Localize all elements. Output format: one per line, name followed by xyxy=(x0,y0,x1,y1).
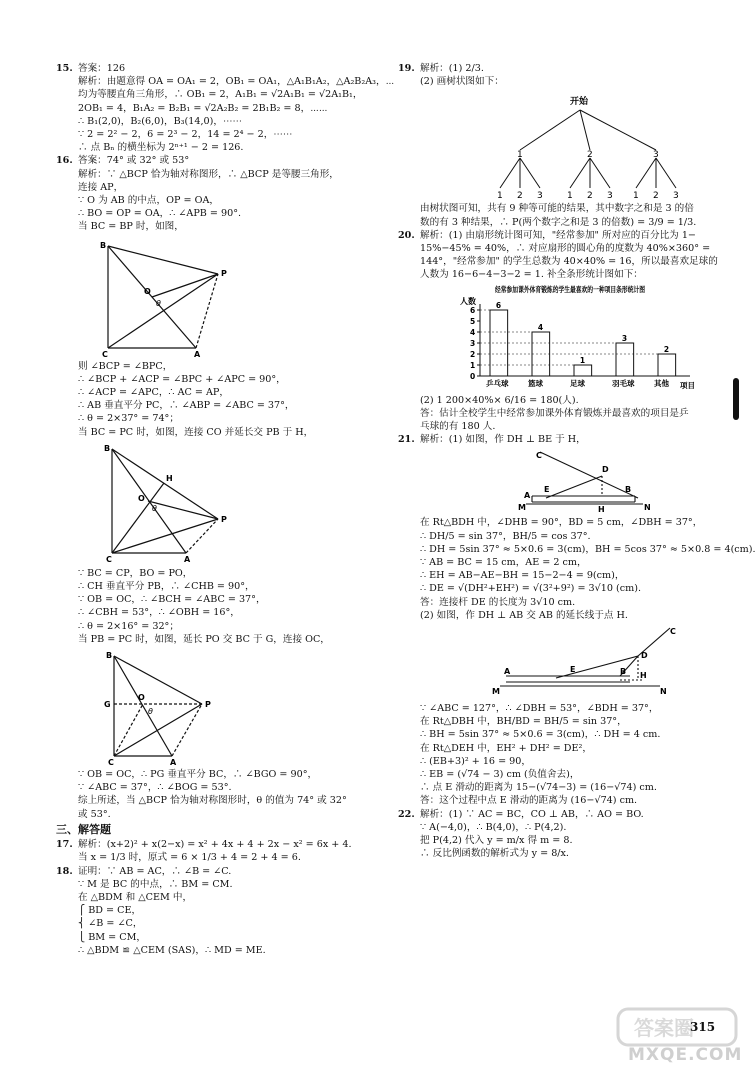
data-label: 3 xyxy=(621,333,628,343)
label-d: D xyxy=(602,465,609,475)
y-tick-label: 6 xyxy=(470,305,476,315)
figure-16c xyxy=(78,648,228,766)
label-b: B xyxy=(620,667,627,677)
figure-16b xyxy=(78,441,228,565)
y-tick-label: 2 xyxy=(470,349,476,359)
data-label: 4 xyxy=(537,322,544,332)
question-15: 15. 答案：126 解析：由题意得 OA = OA₁ = 2，OB₁ = OA₁，△A₁B₁A₂，△A₂B₂A₃，⋯ 均为等腰直角三角形，∴ OB₁ = 2，A₁B₁ = √2A₁B₁ = √2A₁B₁， 2OB₁ = 4，B₁A₂ = B₂B₁ = √2A₂B₂ = 2B₁B₂ = 8，⋯⋯ ∴ B₁(2,0)，B₂(6,0)，B₃(14,0)，⋯⋯ ∵ 2 = 2² − 2，6 = 2³ − 2，14 = 2⁴ − 2，⋯⋯ ∴ 点 Bₙ 的横坐标为 2ⁿ⁺¹ − 2 = 126. xyxy=(56,63,395,154)
tree-node: 2 xyxy=(587,150,593,161)
y-tick-label: 5 xyxy=(470,316,476,326)
tree-diagram xyxy=(420,90,740,200)
chart-title: 经常参加课外体育锻炼的学生最喜欢的一种项目条形统计图 xyxy=(495,284,690,294)
tree-leaf: 3 xyxy=(673,191,679,202)
y-tick-label: 3 xyxy=(470,338,476,348)
figure-21a xyxy=(420,448,720,514)
label-b: B xyxy=(625,485,632,495)
label-a: A xyxy=(170,758,177,768)
label-theta: θ xyxy=(148,707,153,717)
label-h: H xyxy=(640,671,647,681)
figure-21b xyxy=(420,624,720,700)
label-p: P xyxy=(205,700,211,710)
question-19: 19. 解析：(1) 2/3. (2) 画树状图如下： 开始 1 2 3 1 2 3 1 2 3 1 2 3 由树状图可知，共有 9 种等可能的结果，其中数字之和是 3 的倍 数的有 3 种结果，∴ P(两个数字之和是 3 的倍数) = 3/9 = 1/3. xyxy=(420,62,742,229)
y-tick-label: 0 xyxy=(470,371,476,381)
label-m: M xyxy=(518,503,526,513)
data-label: 1 xyxy=(579,355,586,365)
label-c: C xyxy=(108,758,114,768)
tree-node: 3 xyxy=(653,150,659,161)
y-tick-label: 4 xyxy=(470,327,476,337)
data-label: 6 xyxy=(495,300,502,310)
tree-leaf: 3 xyxy=(537,191,543,202)
bar-chart xyxy=(420,284,720,392)
label-o: O xyxy=(144,286,151,296)
label-a: A xyxy=(504,667,511,677)
label-p: P xyxy=(221,514,227,524)
y-tick-label: 1 xyxy=(470,360,476,370)
data-label: 2 xyxy=(663,344,670,354)
label-b: B xyxy=(100,240,107,250)
bar xyxy=(658,354,676,376)
figure-16a xyxy=(78,236,228,358)
tree-leaf: 1 xyxy=(567,191,573,202)
question-20: 20. 解析：(1) 由扇形统计图可知，"经常参加" 所对应的百分比为 1− 15%−45% = 40%，∴ 对应扇形的圆心角的度数为 40%×360° = 144°，"经常参加" 的学生总数为 40×40% = 16，所以最喜欢足球的 人数为 16−6−4−3−2 = 1. 补全条形统计图如下： 经常参加课外体育锻炼的学生最喜欢的一种项目条形统计图 人数 项目 0 1 2 3 4 5 6 6 乒乓球 4 篮球 1 足球 3 羽毛球 2 其他 (2) 1 200×40%× 6/16 = 180(人). 答：估计全校学生中经常参加课外体育锻炼并最喜欢的项目是乒 乓球的有 180 人. xyxy=(420,229,742,433)
tree-leaf: 2 xyxy=(517,191,523,202)
left-column xyxy=(56,62,398,957)
label-e: E xyxy=(544,485,550,495)
label-b: B xyxy=(106,651,113,661)
category-label: 其他 xyxy=(654,378,669,388)
bar xyxy=(616,343,634,376)
label-d: D xyxy=(641,651,648,661)
tree-root: 开始 xyxy=(570,97,589,108)
label-a: A xyxy=(194,349,201,359)
tree-leaf: 2 xyxy=(587,191,593,202)
chart-plot xyxy=(470,301,690,388)
page-number: 315 xyxy=(690,1020,716,1034)
label-a: A xyxy=(524,491,531,501)
right-column xyxy=(398,62,756,861)
label-theta: θ xyxy=(152,503,157,513)
label-b: B xyxy=(104,443,111,453)
category-label: 乒乓球 xyxy=(486,378,509,388)
label-n: N xyxy=(660,687,667,697)
label-theta: θ xyxy=(156,298,161,308)
watermark-cn: 答案圈 xyxy=(634,1016,694,1040)
category-label: 篮球 xyxy=(528,378,543,388)
label-c: C xyxy=(106,554,112,564)
question-22: 22. 解析：(1) ∵ AC = BC，CO ⊥ AB，∴ AO = BO. ∵ A(−4,0)，∴ B(4,0)，∴ P(4,2). 把 P(4,2) 代入 y = m/x 得 m = 8. ∴ 反比例函数的解析式为 y = 8/x. xyxy=(398,808,644,860)
question-18: 18. 证明：∵ AB = AC，∴ ∠B = ∠C. ∵ M 是 BC 的中点，∴ BM = CM. 在 △BDM 和 △CEM 中， ⎧ BD = CE， ⎨ ∠B = ∠C， ⎩ BM = CM， ∴ △BDM ≌ △CEM (SAS)，∴ MD = ME. xyxy=(56,865,266,956)
label-o: O xyxy=(138,493,145,503)
tree-leaf: 1 xyxy=(633,191,639,202)
tree-leaf: 2 xyxy=(653,191,659,202)
category-label: 足球 xyxy=(570,378,585,388)
label-e: E xyxy=(570,665,576,675)
tree-leaf: 3 xyxy=(607,191,613,202)
section-heading: 三、解答题 xyxy=(56,822,111,836)
y-axis-label: 人数 xyxy=(460,296,476,306)
label-a: A xyxy=(184,554,191,564)
category-label: 羽毛球 xyxy=(612,378,635,388)
label-c: C xyxy=(670,627,676,637)
tree-leaf: 1 xyxy=(497,191,503,202)
question-21: 21. 解析：(1) 如图，作 DH ⊥ BE 于 H， C D E H B A M N 在 Rt△BDH 中，∠DHB = 90°，BD = 5 cm，∠DBH = 37°， ∴ DH/5 = sin 37°，BH/5 = cos 37°. ∴ DH = 5sin 37° ≈ 5×0.6 = 3(cm)，BH = 5cos 37° ≈ 5×0.8 = 4(cm). ∵ AB = BC = 15 cm，AE = 2 cm， ∴ EH = AB−AE−BH = 15−2−4 = 9(cm)， ∴ DE = √(DH²+EH²) = √(3²+9²) = 3√10 (cm). 答：连接杆 DE 的长度为 3√10 cm. (2) 如图，作 DH ⊥ AB 交 AB 的延长线于点 H. C E D A B H M N ∵ ∠ABC = 127°，∴ ∠DBH = 53°，∠BDH = 37°， 在 Rt△DBH 中，BH/BD = BH/5 = sin 37°， ∴ BH = 5sin 37° ≈ 5×0.6 = 3(cm)，∴ DH = 4 cm. 在 Rt△DEH 中，EH² + DH² = DE²， ∴ (EB+3)² + 16 = 90， ∴ EB = (√74 − 3) cm (负值舍去)， ∴ 点 E 滑动的距离为 15−(√74−3) = (16−√74) cm. 答：这个过程中点 E 滑动的距离为 (16−√74) cm. xyxy=(398,434,756,807)
label-n: N xyxy=(644,503,651,513)
question-16: 16. 答案：74° 或 32° 或 53° 解析：∵ △BCP 恰为轴对称图形，∴ △BCP 是等腰三角形， 连接 AP， ∵ O 为 AB 的中点，OP = OA， ∴ BO = OP = OA，∴ ∠APB = 90°. 当 BC = BP 时，如图， B O θ P C A 则 ∠BCP = ∠BPC， ∴ ∠BCP + ∠ACP = ∠BPC + ∠APC = 90°， ∴ ∠ACP = ∠APC，∴ AC = AP， ∴ AB 垂直平分 PC，∴ ∠ABP = ∠ABC = 37°， ∴ θ = 2×37° = 74°； 当 BC = PC 时，如图，连接 CO 并延长交 PB 于 H， B H O θ P C A ∵ BC = CP，BO = PO， ∴ CH 垂直平分 PB，∴ ∠CHB = 90°， ∵ OB = OC，∴ ∠BCH = ∠ABC = 37°， ∴ ∠CBH = 53°，∴ ∠OBH = 16°， ∴ θ = 2×16° = 32°； 当 PB = PC 时，如图，延长 PO 交 BC 于 G，连接 OC， B O θ G P C A ∵ OB = OC，∴ PG 垂直平分 BC，∴ ∠BGO = 90°， ∵ ∠ABC = 37°，∴ ∠BOG = 53°. 综上所述，当 △BCP 恰为轴对称图形时，θ 的值为 74° 或 32° 或 53°. xyxy=(56,155,347,820)
label-h: H xyxy=(166,473,173,483)
label-c: C xyxy=(102,349,108,359)
question-17: 17. 解析：(x+2)² + x(2−x) = x² + 4x + 4 + 2x − x² = 6x + 4. 当 x = 1/3 时，原式 = 6 × 1/3 + 4 = 2 + 4 = 6. xyxy=(56,839,352,864)
margin-ink-mark xyxy=(733,378,739,420)
label-m: M xyxy=(492,687,500,697)
label-o: O xyxy=(138,693,145,703)
label-h: H xyxy=(598,505,605,515)
label-p: P xyxy=(221,268,227,278)
tree-node: 1 xyxy=(517,150,523,161)
label-g: G xyxy=(104,700,111,710)
watermark-text: MXQE.COM xyxy=(628,1045,743,1065)
x-axis-label: 项目 xyxy=(680,380,695,390)
label-c: C xyxy=(536,451,542,461)
bar xyxy=(574,365,592,376)
